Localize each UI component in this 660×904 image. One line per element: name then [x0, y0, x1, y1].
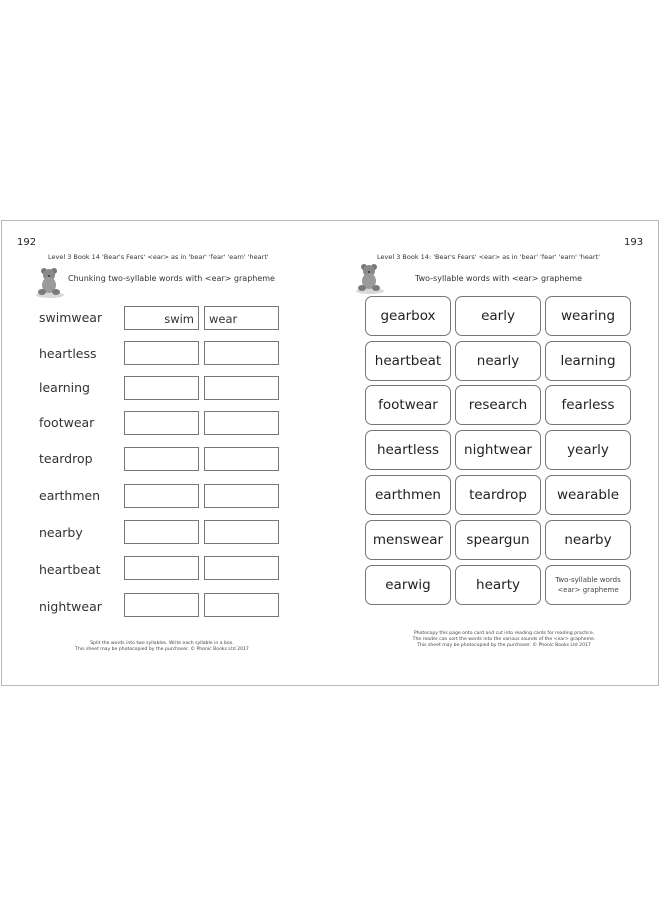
word-card[interactable]: footwear — [365, 385, 451, 425]
word-card[interactable]: nearby — [545, 520, 631, 560]
target-word: heartbeat — [39, 562, 101, 577]
word-card[interactable]: speargun — [455, 520, 541, 560]
syllable-box-1[interactable] — [124, 376, 199, 400]
syllable-box-1[interactable] — [124, 520, 199, 544]
book-spread — [1, 220, 659, 686]
footer-instruction: The reader can sort the words into the various sounds of the <ear> grapheme. — [412, 637, 596, 642]
word-card[interactable]: earwig — [365, 565, 451, 605]
right-page-footer — [374, 631, 634, 649]
right-page-header: Level 3 Book 14: 'Bear's Fears' <ear> as in 'bear' 'fear' 'earn' 'heart' — [377, 253, 600, 261]
word-card[interactable]: wearing — [545, 296, 631, 336]
word-card[interactable]: early — [455, 296, 541, 336]
target-word: nightwear — [39, 599, 102, 614]
syllable-box-2[interactable]: wear — [204, 306, 279, 330]
footer-instruction: Photocopy this page onto card and cut into reading cards for reading practice. — [413, 631, 595, 636]
syllable-box-2[interactable] — [204, 593, 279, 617]
word-card[interactable]: wearable — [545, 475, 631, 515]
word-card[interactable]: nightwear — [455, 430, 541, 470]
word-card[interactable]: yearly — [545, 430, 631, 470]
footer-copyright: This sheet may be photocopied by the purchaser. © Phonic Books Ltd 2017 — [417, 643, 591, 648]
word-card[interactable]: heartbeat — [365, 341, 451, 381]
word-card[interactable]: hearty — [455, 565, 541, 605]
left-page-subtitle: Chunking two-syllable words with <ear> grapheme — [68, 274, 275, 283]
target-word: swimwear — [39, 310, 103, 325]
syllable-box-1[interactable] — [124, 556, 199, 580]
word-card[interactable]: research — [455, 385, 541, 425]
syllable-box-1[interactable] — [124, 411, 199, 435]
target-word: learning — [39, 380, 90, 395]
syllable-box-2[interactable] — [204, 376, 279, 400]
syllable-box-1[interactable]: swim — [124, 306, 199, 330]
syllable-box-1[interactable] — [124, 484, 199, 508]
syllable-box-2[interactable] — [204, 447, 279, 471]
word-card[interactable]: learning — [545, 341, 631, 381]
target-word: nearby — [39, 525, 83, 540]
label-card-line2: <ear> grapheme — [557, 586, 619, 594]
target-word: heartless — [39, 346, 97, 361]
label-card-line1: Two-syllable words — [555, 576, 621, 584]
target-word: teardrop — [39, 451, 93, 466]
syllable-box-2[interactable] — [204, 341, 279, 365]
label-card[interactable] — [545, 565, 631, 605]
word-card[interactable]: teardrop — [455, 475, 541, 515]
word-card[interactable]: nearly — [455, 341, 541, 381]
syllable-box-1[interactable] — [124, 593, 199, 617]
word-card[interactable]: gearbox — [365, 296, 451, 336]
teddy-bear-icon — [32, 265, 68, 301]
footer-instruction: Split the words into two syllables. Write each syllable in a box. — [90, 641, 234, 646]
syllable-box-1[interactable] — [124, 447, 199, 471]
right-page-number: 193 — [624, 237, 644, 248]
target-word: footwear — [39, 415, 95, 430]
target-word: earthmen — [39, 488, 101, 503]
teddy-bear-icon — [352, 261, 388, 297]
word-card[interactable]: fearless — [545, 385, 631, 425]
left-page-number: 192 — [17, 237, 37, 248]
left-page-footer — [37, 641, 287, 653]
word-card[interactable]: heartless — [365, 430, 451, 470]
footer-copyright: This sheet may be photocopied by the purchaser. © Phonic Books Ltd 2017 — [75, 647, 249, 652]
syllable-box-2[interactable] — [204, 411, 279, 435]
syllable-box-2[interactable] — [204, 484, 279, 508]
syllable-box-1[interactable] — [124, 341, 199, 365]
right-page-subtitle: Two-syllable words with <ear> grapheme — [415, 274, 583, 283]
syllable-box-2[interactable] — [204, 556, 279, 580]
left-page-header: Level 3 Book 14 'Bear's Fears' <ear> as in 'bear' 'fear' 'earn' 'heart' — [48, 253, 269, 261]
word-card[interactable]: menswear — [365, 520, 451, 560]
word-card[interactable]: earthmen — [365, 475, 451, 515]
syllable-box-2[interactable] — [204, 520, 279, 544]
